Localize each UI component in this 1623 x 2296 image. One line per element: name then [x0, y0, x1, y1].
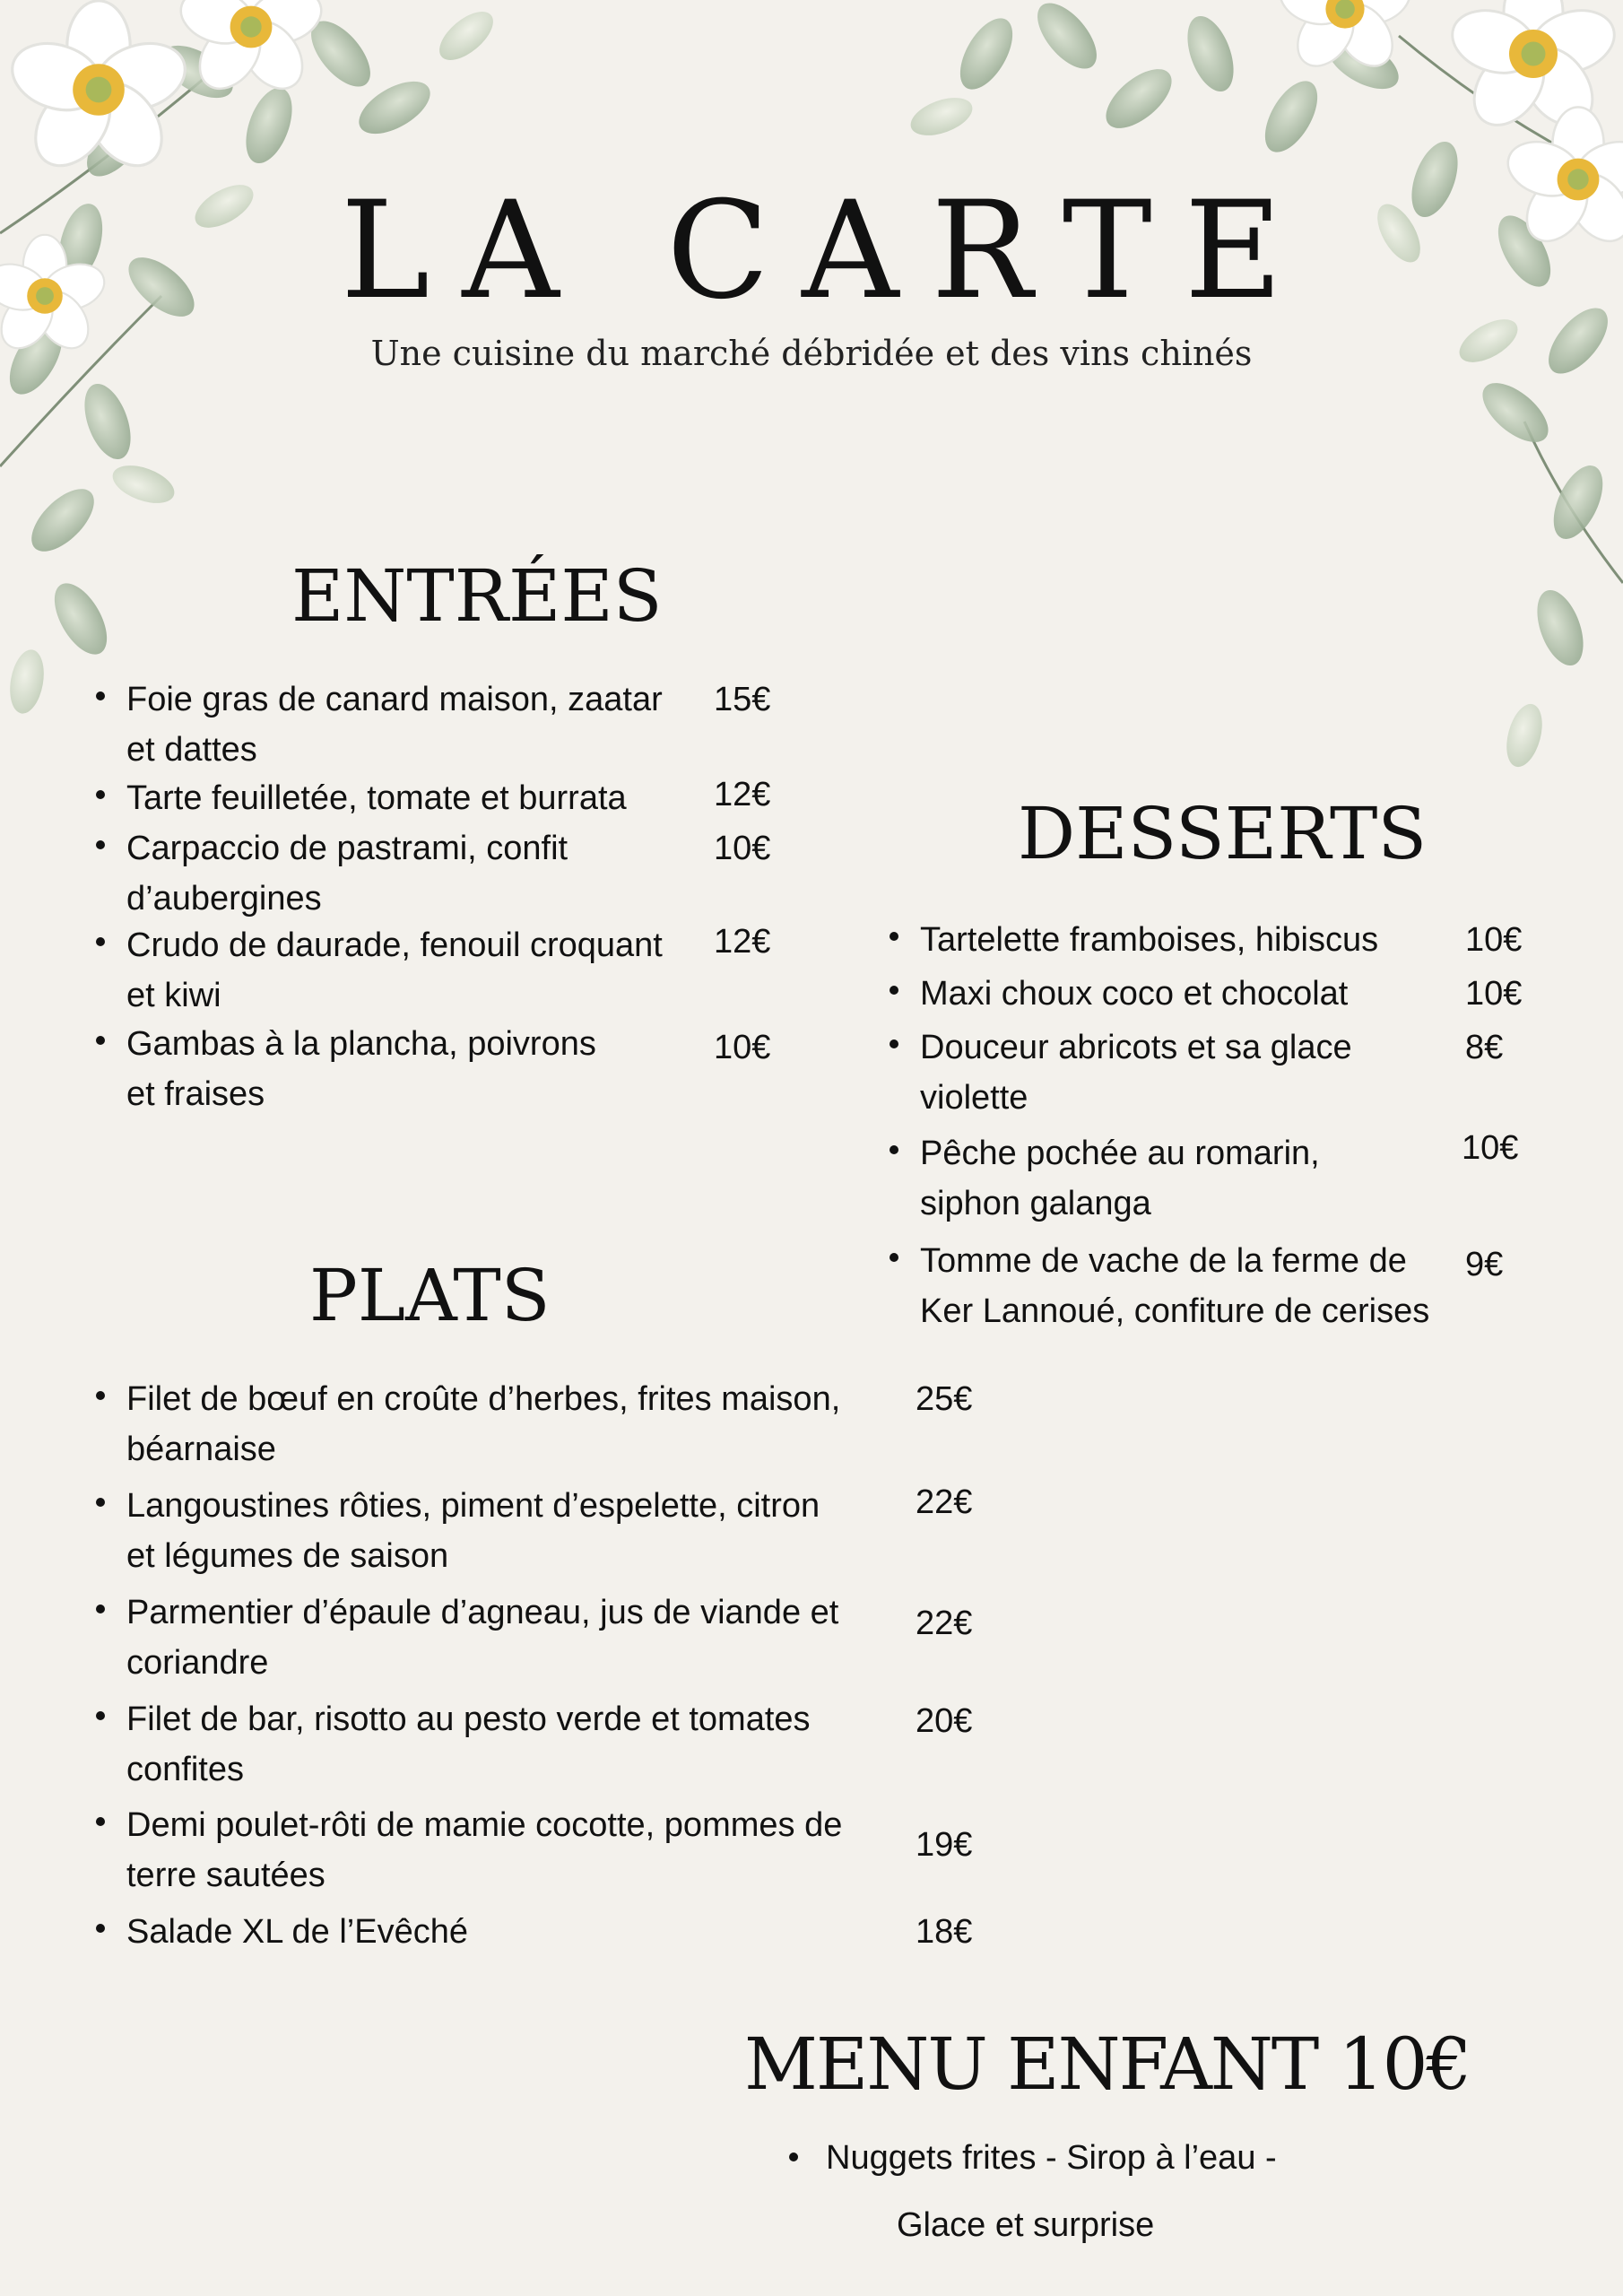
- menu-item: [126, 1907, 973, 1957]
- bullet-icon: [789, 2152, 798, 2161]
- item-price: 10€: [1465, 921, 1523, 959]
- menu-enfant-item: Nuggets frites - Sirop à l’eau -: [826, 2139, 1277, 2177]
- item-price: 25€: [916, 1380, 973, 1418]
- bullet-icon: [890, 1253, 898, 1262]
- item-name: Tarte feuilletée, tomate et burrata: [126, 779, 627, 817]
- item-name: Filet de bœuf en croûte d’herbes, frites maison,: [126, 1380, 841, 1418]
- menu-item: [126, 1800, 973, 1900]
- menu-item: [920, 969, 1523, 1019]
- bullet-icon: [96, 1036, 105, 1045]
- item-name-cont: Ker Lannoué, confiture de cerises: [920, 1292, 1430, 1330]
- page-subtitle: Une cuisine du marché débridée et des vins chinés: [370, 334, 1253, 373]
- item-price: 15€: [714, 681, 771, 718]
- item-price: 20€: [916, 1702, 973, 1740]
- bullet-icon: [890, 986, 898, 995]
- menu-item: [126, 920, 771, 1021]
- item-name-cont: d’aubergines: [126, 880, 322, 918]
- item-name: Tartelette framboises, hibiscus: [920, 921, 1379, 959]
- bullet-icon: [890, 1145, 898, 1154]
- item-name: Crudo de daurade, fenouil croquant: [126, 926, 663, 964]
- item-name: Carpaccio de pastrami, confit: [126, 830, 568, 867]
- item-name: Douceur abricots et sa glace: [920, 1029, 1352, 1066]
- item-name: Parmentier d’épaule d’agneau, jus de viande et: [126, 1594, 839, 1631]
- bullet-icon: [96, 1605, 105, 1613]
- item-name: Maxi choux coco et chocolat: [920, 975, 1349, 1013]
- menu-item: [126, 773, 771, 823]
- bullet-icon: [96, 691, 105, 700]
- menu-item: [126, 1019, 771, 1119]
- item-name-cont: terre sautées: [126, 1857, 325, 1894]
- item-name-cont: et fraises: [126, 1075, 265, 1113]
- menu-item: [920, 915, 1523, 965]
- item-price: 9€: [1465, 1246, 1504, 1283]
- menu-enfant-item-cont: Glace et surprise: [897, 2206, 1155, 2244]
- item-price: 8€: [1465, 1029, 1504, 1066]
- menu-item: [126, 1694, 973, 1795]
- menu-item: [920, 1236, 1504, 1336]
- item-name-cont: et kiwi: [126, 977, 221, 1014]
- item-price: 19€: [916, 1826, 973, 1864]
- item-price: 18€: [916, 1913, 973, 1951]
- item-name-cont: et dattes: [126, 731, 257, 769]
- item-name-cont: béarnaise: [126, 1431, 276, 1468]
- item-name-cont: violette: [920, 1079, 1028, 1117]
- item-name: Langoustines rôties, piment d’espelette, citron: [126, 1487, 820, 1525]
- menu-item: [126, 1374, 973, 1474]
- menu-item: [126, 1481, 973, 1581]
- item-price: 12€: [714, 776, 771, 813]
- item-price: 10€: [1462, 1129, 1519, 1167]
- item-name: Salade XL de l’Evêché: [126, 1913, 468, 1951]
- item-name: Tomme de vache de la ferme de: [920, 1242, 1407, 1280]
- item-price: 22€: [916, 1605, 973, 1642]
- bullet-icon: [96, 937, 105, 946]
- item-name-cont: coriandre: [126, 1644, 269, 1682]
- menu-item: [126, 674, 771, 775]
- item-name-cont: et légumes de saison: [126, 1537, 449, 1575]
- menu-item: [126, 1587, 973, 1688]
- bullet-icon: [890, 1039, 898, 1048]
- item-name: Pêche pochée au romarin,: [920, 1135, 1320, 1172]
- item-name-cont: confites: [126, 1751, 244, 1788]
- item-name: Filet de bar, risotto au pesto verde et tomates: [126, 1700, 811, 1738]
- plats-heading: PLATS: [309, 1254, 551, 1337]
- bullet-icon: [96, 790, 105, 799]
- item-price: 10€: [714, 1029, 771, 1066]
- menu-enfant-heading: MENU ENFANT 10€: [744, 2022, 1471, 2106]
- entrees-heading: ENTRÉES: [291, 554, 663, 638]
- item-name-cont: siphon galanga: [920, 1185, 1151, 1222]
- item-name: Gambas à la plancha, poivrons: [126, 1025, 596, 1063]
- menu-item: [920, 1128, 1519, 1229]
- item-price: 22€: [916, 1483, 973, 1521]
- bullet-icon: [96, 1817, 105, 1826]
- item-name: Demi poulet-rôti de mamie cocotte, pommes de: [126, 1806, 843, 1844]
- item-price: 12€: [714, 923, 771, 961]
- menu-item: [920, 1022, 1504, 1123]
- menu-item: [126, 823, 771, 924]
- page-title: LA CARTE: [340, 173, 1315, 329]
- item-price: 10€: [1465, 975, 1523, 1013]
- bullet-icon: [890, 932, 898, 941]
- item-name: Foie gras de canard maison, zaatar: [126, 681, 663, 718]
- bullet-icon: [96, 1924, 105, 1933]
- bullet-icon: [96, 840, 105, 849]
- bullet-icon: [96, 1391, 105, 1400]
- leaf-cluster-right: [906, 0, 1623, 770]
- item-price: 10€: [714, 830, 771, 867]
- bullet-icon: [96, 1711, 105, 1720]
- bullet-icon: [96, 1498, 105, 1507]
- desserts-heading: DESSERTS: [1018, 792, 1428, 875]
